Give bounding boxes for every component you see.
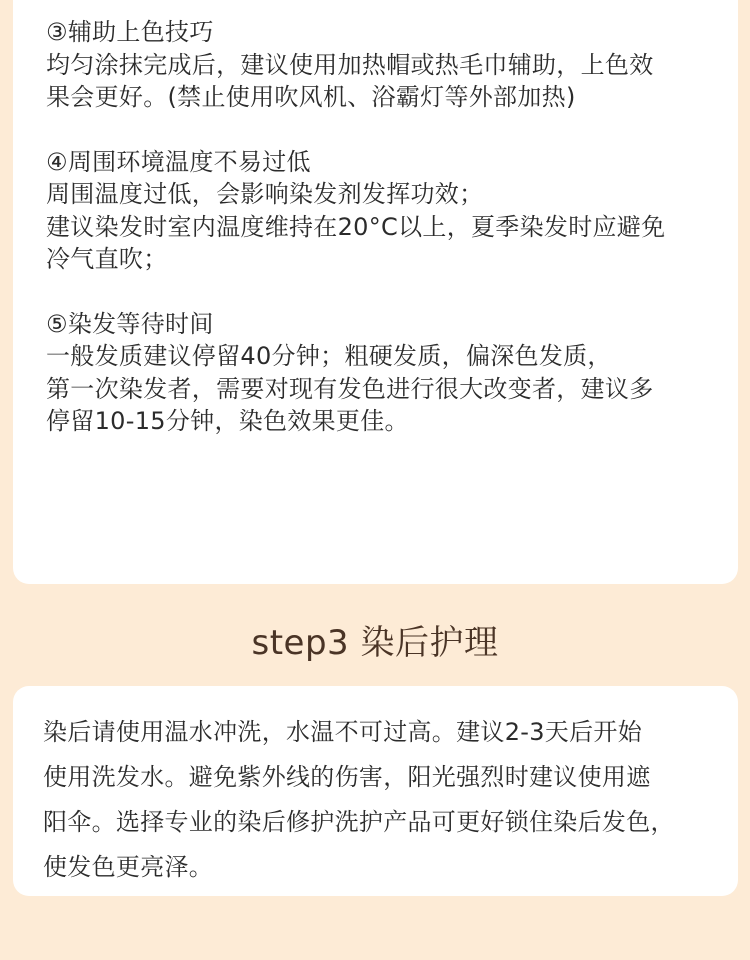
tip-text-line: 停留10-15分钟，染色效果更佳。 <box>46 407 409 435</box>
tip-text-line: 均匀涂抹完成后，建议使用加热帽或热毛巾辅助，上色效 <box>46 50 654 79</box>
tip-section-wait-time <box>46 308 738 438</box>
tip-text-line: 周围温度过低，会影响染发剂发挥功效； <box>46 180 484 208</box>
tip-title: ⑤染发等待时间 <box>46 309 214 338</box>
aftercare-card <box>13 686 738 896</box>
aftercare-text-line: 使发色更亮泽。 <box>43 853 214 881</box>
tip-text-line: 冷气直吹； <box>46 245 168 273</box>
tip-title: ③辅助上色技巧 <box>46 18 214 46</box>
tip-text-line: 果会更好。(禁止使用吹风机、浴霸灯等外部加热) <box>46 83 576 111</box>
tip-text-line: 建议染发时室内温度维持在20°C以上，夏季染发时应避免 <box>46 212 666 241</box>
tips-card <box>13 0 738 584</box>
step3-heading: step3 染后护理 <box>251 623 499 663</box>
aftercare-text-line: 使用洗发水。避免紫外线的伤害，阳光强烈时建议使用遮 <box>43 763 651 791</box>
tip-section-temperature <box>46 146 738 276</box>
tip-section-coloring-assist <box>46 16 738 114</box>
aftercare-text-line: 染后请使用温水冲洗，水温不可过高。建议2-3天后开始 <box>43 718 642 746</box>
tip-title: ④周围环境温度不易过低 <box>46 147 311 176</box>
tip-text-line: 一般发质建议停留40分钟；粗硬发质，偏深色发质， <box>46 342 612 370</box>
aftercare-text-line: 阳伞。选择专业的染后修护洗护产品可更好锁住染后发色， <box>43 808 675 836</box>
tip-text-line: 第一次染发者，需要对现有发色进行很大改变者，建议多 <box>46 374 654 403</box>
